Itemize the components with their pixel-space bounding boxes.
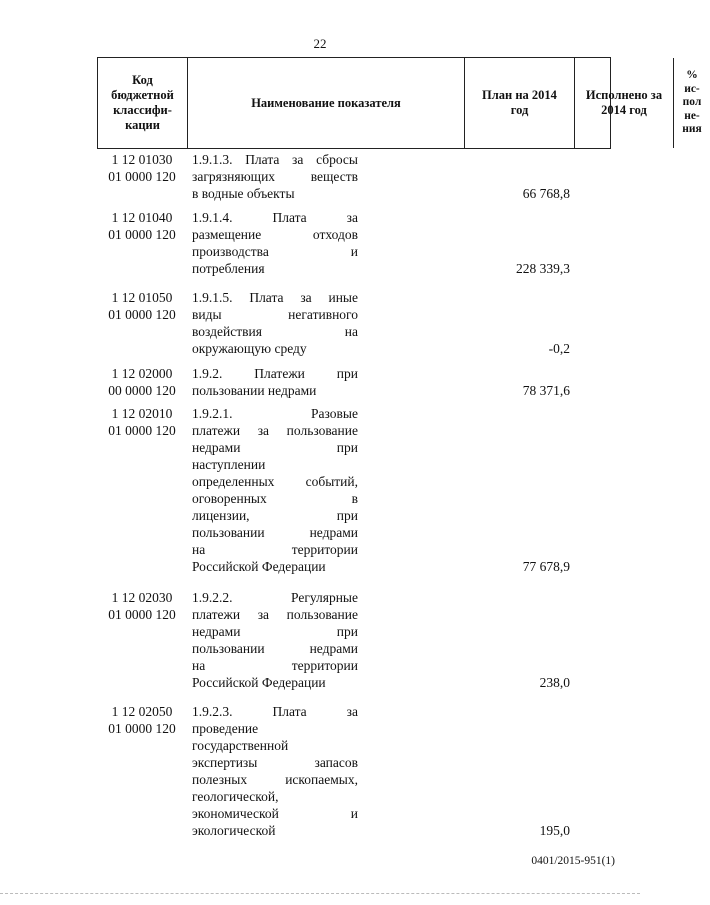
indicator-name-line: окружающую среду — [192, 341, 307, 356]
header-name: Наименование показателя — [251, 95, 401, 110]
indicator-name-line: в водные объекты — [192, 186, 295, 201]
indicator-name-line: загрязняющих веществ — [192, 169, 358, 184]
scan-edge-divider — [0, 893, 640, 894]
indicator-name-line: размещение отходов — [192, 227, 358, 242]
indicator-name-line: оговоренных в — [192, 491, 358, 506]
indicator-name-line: платежи за пользование — [192, 607, 358, 622]
budget-code — [100, 703, 184, 737]
executed-value: 66 768,8 — [522, 186, 570, 201]
indicator-name-line: 1.9.1.5. Плата за иные — [192, 290, 358, 305]
indicator-name-line: полезных ископаемых, — [192, 772, 358, 787]
indicator-name-line: платежи за пользование — [192, 423, 358, 438]
indicator-name-line: проведение — [192, 721, 259, 736]
budget-code-line: 1 12 01030 — [111, 152, 173, 167]
indicator-name-line: государственной — [192, 738, 289, 753]
indicator-name — [192, 405, 358, 575]
indicator-name-line: 1.9.1.3. Плата за сбросы — [192, 152, 358, 167]
executed-value: 228 339,3 — [516, 261, 570, 276]
budget-code-line: 01 0000 120 — [108, 423, 176, 438]
executed-value: 77 678,9 — [522, 559, 570, 574]
header-code: Код бюджетной классифи- кации — [111, 73, 174, 132]
indicator-name-line: на территории — [192, 658, 358, 673]
executed-value: 195,0 — [539, 823, 570, 838]
budget-code-line: 1 12 02000 — [111, 366, 173, 381]
indicator-name-line: недрами при — [192, 624, 358, 639]
indicator-name — [192, 289, 358, 357]
budget-code — [100, 405, 184, 439]
indicator-name-line: экспертизы запасов — [192, 755, 358, 770]
budget-code-line: 1 12 01040 — [111, 210, 173, 225]
budget-code — [100, 365, 184, 399]
executed-value: 78 371,6 — [522, 383, 570, 398]
budget-code — [100, 209, 184, 243]
budget-code — [100, 289, 184, 323]
document-number: 0401/2015-951(1) — [531, 855, 615, 867]
executed-value: -0,2 — [548, 341, 570, 356]
executed-value: 238,0 — [539, 675, 570, 690]
indicator-name-line: пользовании недрами — [192, 641, 358, 656]
indicator-name-line: наступлении — [192, 457, 266, 472]
indicator-name-line: 1.9.2.1. Разовые — [192, 406, 358, 421]
indicator-name-line: на территории — [192, 542, 358, 557]
indicator-name-line: 1.9.1.4. Плата за — [192, 210, 358, 225]
header-done-cell — [575, 58, 674, 148]
budget-code-line: 01 0000 120 — [108, 607, 176, 622]
indicator-name-line: 1.9.2.2. Регулярные — [192, 590, 358, 605]
budget-code-line: 00 0000 120 — [108, 383, 176, 398]
header-code-cell — [98, 58, 188, 148]
indicator-name-line: геологической, — [192, 789, 279, 804]
indicator-name-line: Российской Федерации — [192, 559, 326, 574]
indicator-name — [192, 589, 358, 691]
indicator-name-line: пользовании недрами — [192, 525, 358, 540]
budget-code — [100, 589, 184, 623]
indicator-name-line: производства и — [192, 244, 358, 259]
indicator-name-line: 1.9.2.3. Плата за — [192, 704, 358, 719]
indicator-name-line: лицензии, при — [192, 508, 358, 523]
budget-code-line: 1 12 02030 — [111, 590, 173, 605]
indicator-name-line: недрами при — [192, 440, 358, 455]
header-plan-cell — [465, 58, 575, 148]
indicator-name-line: 1.9.2. Платежи при — [192, 366, 358, 381]
indicator-name-line: воздействия на — [192, 324, 358, 339]
indicator-name — [192, 209, 358, 277]
indicator-name-line: виды негативного — [192, 307, 358, 322]
header-percent: % ис- пол не- ния — [682, 69, 702, 136]
indicator-name — [192, 151, 358, 202]
budget-code-line: 01 0000 120 — [108, 307, 176, 322]
indicator-name-line: Российской Федерации — [192, 675, 326, 690]
budget-code-line: 1 12 02050 — [111, 704, 173, 719]
indicator-name-line: потребления — [192, 261, 265, 276]
indicator-name-line: экологической — [192, 823, 276, 838]
budget-code-line: 1 12 02010 — [111, 406, 173, 421]
header-percent-cell — [674, 58, 710, 148]
indicator-name — [192, 365, 358, 399]
budget-code — [100, 151, 184, 185]
budget-code-line: 01 0000 120 — [108, 227, 176, 242]
header-name-cell — [188, 58, 465, 148]
budget-code-line: 01 0000 120 — [108, 721, 176, 736]
page-number: 22 — [313, 36, 327, 51]
header-done: Исполнено за 2014 год — [585, 88, 663, 117]
indicator-name-line: пользовании недрами — [192, 383, 317, 398]
indicator-name — [192, 703, 358, 839]
header-plan: План на 2014 год — [482, 88, 557, 117]
indicator-name-line: экономической и — [192, 806, 358, 821]
budget-code-line: 1 12 01050 — [111, 290, 173, 305]
indicator-name-line: определенных событий, — [192, 474, 358, 489]
table-header — [97, 57, 702, 149]
budget-code-line: 01 0000 120 — [108, 169, 176, 184]
